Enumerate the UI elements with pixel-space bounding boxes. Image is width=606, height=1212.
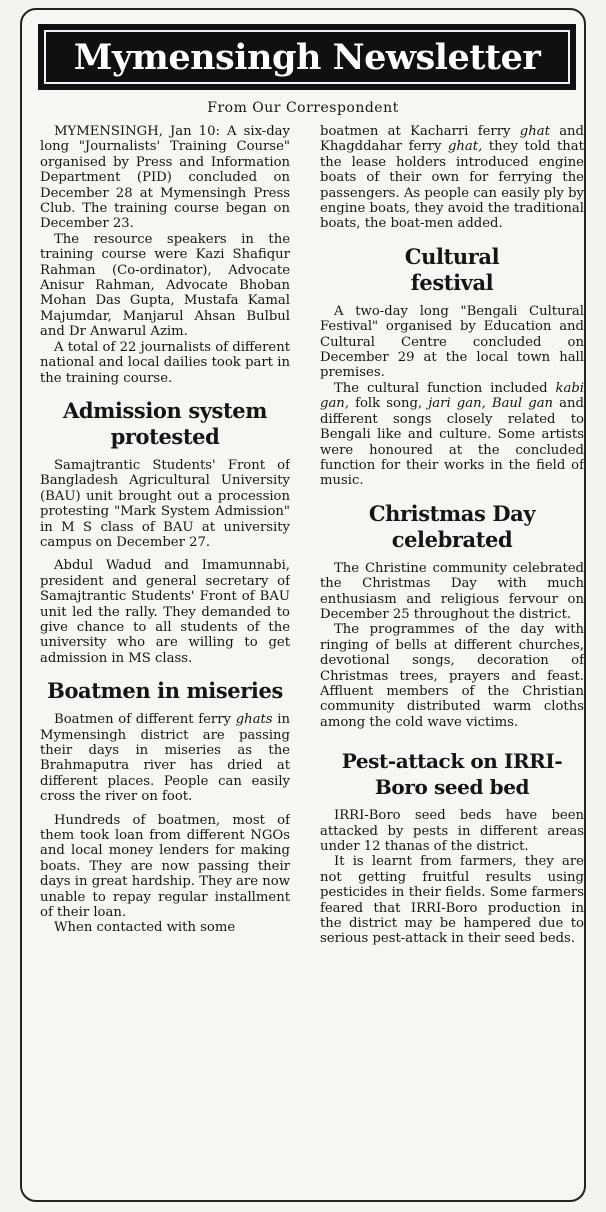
- boatmen-paragraph-2: Hundreds of boatmen, most of them took loan from different NGOs and local money lenders for making boats. They are now passing their days in great hardship. They are now unable to repay regular installment of their loan.: [40, 812, 290, 921]
- boatmen-p3-cont-b: and Khagddahar ferry: [320, 124, 584, 155]
- masthead-inner-rule: [44, 30, 570, 84]
- cultural-p2-c: and different songs closely related to Bengali like and culture. Some artists were honoured at the concluded function for their works in the field of music.: [320, 396, 584, 489]
- boatmen-p1-a: Boatmen of different ferry: [54, 712, 231, 728]
- cultural-p2-em1: kabi gan,: [320, 380, 584, 412]
- pest-paragraph-2: It is learnt from farmers, they are not getting fruitful results using pesticides in their fields. Some farmers feared that IRRI-Boro production in the district may be hampered due to serious pest-attack in their seed beds.: [320, 854, 584, 947]
- pest-headline: Pest-attack on IRRI-Boro seed bed: [341, 749, 563, 800]
- left-column: [40, 124, 290, 1188]
- admission-headline: Admission system protested: [62, 397, 268, 449]
- admission-paragraph-2: Abdul Wadud and Imamunnabi, president and general secretary of Samajtrantic Students' Front of BAU unit led the rally. They demanded to give chance to all students of the university who are willing to get admission in MS class.: [40, 558, 290, 666]
- boatmen-headline: Boatmen in miseries: [47, 678, 283, 704]
- boatmen-paragraph-1: [40, 712, 290, 804]
- boatmen-p3-cont-em2: ghat,: [447, 139, 483, 155]
- cultural-paragraph-2: [320, 381, 584, 489]
- cultural-p2-b: folk song,: [355, 396, 423, 412]
- masthead: [38, 24, 576, 90]
- boatmen-p1-em: ghats: [235, 712, 273, 728]
- newsletter-title: Mymensingh Newsletter: [73, 36, 541, 78]
- right-column: [320, 124, 584, 1188]
- boatmen-p3-cont-c: they told that the lease holders introduced engine boats of their own for ferrying the passengers. As people can easily ply by engine boats, they avoid the traditional boats, the boat-men added.: [320, 139, 584, 232]
- boatmen-paragraph-3: When contacted with some: [54, 920, 236, 936]
- cultural-paragraph-1: A two-day long "Bengali Cultural Festival" organised by Education and Cultural Centre concluded on December 29 at the local town hall premises.: [320, 303, 584, 381]
- cultural-p2-em2: jari gan, Baul gan: [428, 396, 554, 412]
- christmas-paragraph-1: The Christine community celebrated the Christmas Day with much enthusiasm and religious fervour on December 25 throughout the district.: [320, 560, 584, 622]
- byline: From Our Correspondent: [207, 100, 399, 116]
- cultural-p2-a: The cultural function included: [334, 380, 548, 396]
- intro-paragraph-3: A total of 22 journalists of different national and local dailies took part in the training course.: [40, 339, 290, 386]
- intro-paragraph-1: MYMENSINGH, Jan 10: A six-day long "Journalists' Training Course" organised by Press and Information Department (PID) concluded on December 28 at Mymensingh Press Club. The training course began on December 23.: [40, 124, 290, 232]
- cultural-headline: Cultural festival: [404, 243, 500, 295]
- boatmen-p3-cont-em1: ghat: [519, 124, 550, 139]
- intro-paragraph-2: The resource speakers in the training course were Kazi Shafiqur Rahman (Co-ordinator), Advocate Anisur Rahman, Advocate Bhoban Mohan Das Gupta, Mustafa Kamal Majumdar, Manjarul Ahsan Bulbul and Dr Anwarul Azim.: [40, 231, 290, 340]
- boatmen-p3-cont-a: boatmen at Kacharri ferry: [320, 124, 511, 139]
- christmas-paragraph-2: The programmes of the day with ringing of bells at different churches, devotional songs, decoration of Christmas trees, prayers and feast. Affluent members of the Christian community distributed warm cloths among the cold wave victims.: [320, 622, 584, 730]
- boatmen-paragraph-3-continued: [320, 124, 584, 232]
- christmas-headline: Christmas Day celebrated: [368, 500, 536, 552]
- pest-paragraph-1: IRRI-Boro seed beds have been attacked by pests in different areas under 12 thanas of the district.: [320, 808, 584, 854]
- admission-paragraph-1: Samajtrantic Students' Front of Bangladesh Agricultural University (BAU) unit brought out a procession protesting "Mark System Admission" in M S class of BAU at university campus on December 27.: [40, 457, 290, 550]
- boatmen-p1-b: in Mymensingh district are passing their days in miseries as the Brahmaputra river has dried at different places. People can easily cross the river on foot.: [40, 712, 290, 805]
